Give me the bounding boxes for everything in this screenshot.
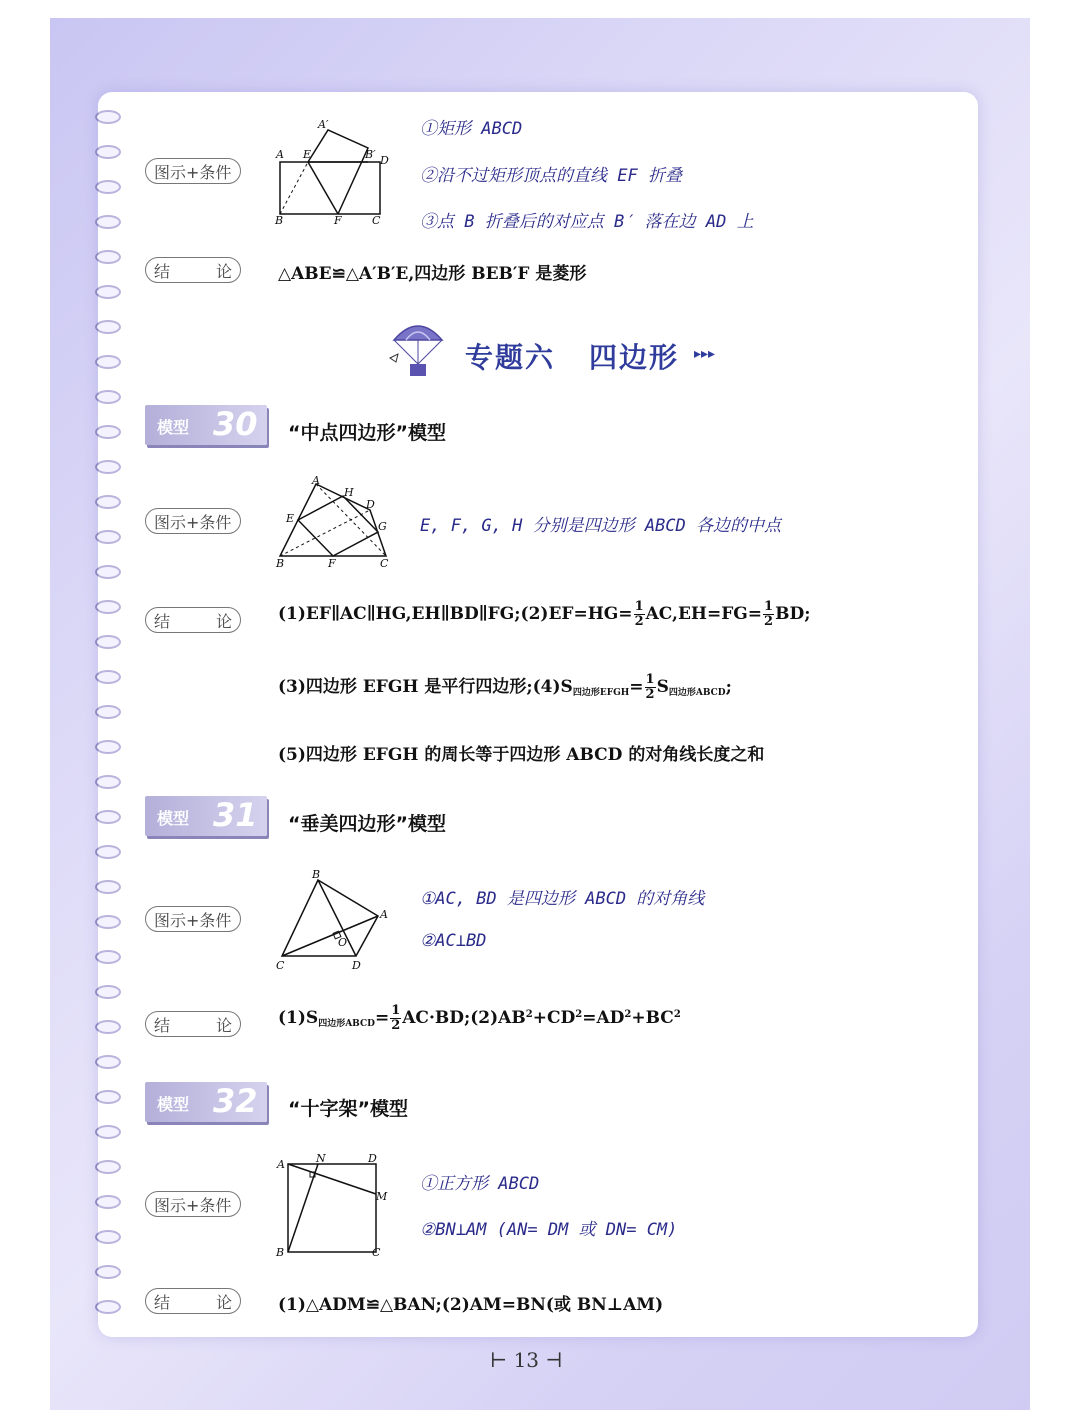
svg-text:A: A: [277, 1158, 285, 1171]
conclusion-pill: 结 论: [145, 1011, 241, 1037]
binding-ring: [95, 1090, 121, 1104]
svg-text:D: D: [368, 1152, 377, 1165]
label-b-prime: B′: [365, 148, 376, 161]
model-32-conclusion: (1)△ADM≌△BAN;(2)AM=BN(或 BN⊥AM): [278, 1295, 664, 1315]
model-30-conclusion-2: (3)四边形 EFGH 是平行四边形$;(4)S_{四边形EFGH}=$ $\frac{1}{2}$ $S_{四边形ABCD}$;: [278, 672, 732, 702]
section-title: 专题六 四边形: [465, 341, 680, 374]
model-30-conclusion-3: (5)四边形 EFGH 的周长等于四边形 ABCD 的对角线长度之和: [278, 745, 765, 765]
svg-text:N: N: [316, 1152, 326, 1165]
binding-ring: [95, 705, 121, 719]
binding-ring: [95, 215, 121, 229]
model-31-condition-2: ②AC⊥BD: [420, 931, 487, 951]
segment-am: [288, 1164, 376, 1194]
svg-text:B: B: [312, 868, 321, 881]
model-30-title: “中点四边形”模型: [288, 422, 446, 444]
model-31-conclusion: $(1)S_{四边形ABCD}=$ $\frac{1}{2}$ $AC\cdot BD;(2)AB^2+CD^2=AD^2+BC^2$: [278, 1003, 681, 1033]
binding-ring: [95, 985, 121, 999]
binding-ring: [95, 355, 121, 369]
fold-flap: [308, 130, 368, 214]
label-b: B: [275, 214, 284, 226]
svg-text:D: D: [352, 959, 361, 972]
model-31-title: “垂美四边形”模型: [288, 813, 446, 835]
label-e: E: [303, 148, 312, 161]
dashed-be: [280, 162, 308, 214]
fold-rectangle-figure: [272, 118, 392, 226]
binding-ring: [95, 145, 121, 159]
binding-ring: [95, 565, 121, 579]
binding-ring: [95, 810, 121, 824]
binding-ring: [95, 1055, 121, 1069]
label-a-prime: A′: [318, 118, 329, 131]
spiral-binding: [95, 110, 125, 1330]
midpoint-quadrilateral-figure: [272, 476, 396, 570]
conclusion-pill: 结 论: [145, 257, 241, 283]
figure-conditions-pill: 图示+条件: [145, 508, 241, 534]
model-32-condition-2: ②BN⊥AM (AN= DM 或 DN= CM): [420, 1220, 678, 1240]
svg-text:C: C: [276, 959, 285, 972]
model-30-condition: E, F, G, H 分别是四边形 ABCD 各边的中点: [420, 516, 781, 536]
svg-text:G: G: [378, 520, 387, 533]
model-31-badge: 模型 31: [145, 796, 267, 836]
figure-conditions-pill: 图示+条件: [145, 1191, 241, 1217]
model-32-condition-1: ①正方形 ABCD: [420, 1174, 540, 1194]
binding-ring: [95, 1230, 121, 1244]
conclusion-pill: 结 论: [145, 607, 241, 633]
binding-ring: [95, 740, 121, 754]
binding-ring: [95, 1020, 121, 1034]
cross-square-figure: [272, 1150, 392, 1262]
binding-ring: [95, 320, 121, 334]
binding-ring: [95, 1160, 121, 1174]
svg-text:B: B: [276, 1246, 285, 1259]
svg-text:H: H: [344, 486, 354, 499]
binding-ring: [95, 950, 121, 964]
binding-ring: [95, 285, 121, 299]
fold-condition-3: ③点 B 折叠后的对应点 B′ 落在边 AD 上: [420, 212, 754, 232]
label-d: D: [380, 154, 389, 167]
binding-ring: [95, 390, 121, 404]
svg-text:A: A: [380, 908, 388, 921]
svg-text:E: E: [286, 512, 295, 525]
model-32-title: “十字架”模型: [288, 1098, 408, 1120]
binding-ring: [95, 670, 121, 684]
chevron-icon: ▸▸▸: [694, 346, 716, 362]
model-31-condition-1: ①AC, BD 是四边形 ABCD 的对角线: [420, 889, 705, 909]
binding-ring: [95, 915, 121, 929]
square-abcd: [288, 1164, 376, 1252]
label-f: F: [334, 214, 342, 226]
label-a: A: [276, 148, 284, 161]
svg-text:C: C: [380, 557, 389, 570]
binding-ring: [95, 1195, 121, 1209]
binding-ring: [95, 495, 121, 509]
svg-text:B: B: [276, 557, 285, 570]
model-32-badge: 模型 32: [145, 1082, 267, 1122]
svg-text:A: A: [312, 476, 320, 487]
label-c: C: [372, 214, 381, 226]
diagonal-ac: [282, 916, 378, 956]
binding-ring: [95, 110, 121, 124]
binding-ring: [95, 180, 121, 194]
page-number: ⊢ 13 ⊣: [490, 1348, 563, 1372]
conclusion-pill: 结 论: [145, 1288, 241, 1314]
svg-text:M: M: [376, 1190, 388, 1203]
binding-ring: [95, 1265, 121, 1279]
fold-line-ef: [308, 162, 338, 214]
quadrilateral-abcd: [280, 484, 386, 556]
fold-condition-2: ②沿不过矩形顶点的直线 EF 折叠: [420, 166, 682, 186]
binding-ring: [95, 880, 121, 894]
fold-condition-1: ①矩形 ABCD: [420, 119, 523, 139]
rectangle-abcd: [280, 162, 380, 214]
perpendicular-diagonals-figure: [272, 866, 396, 976]
model-30-badge: 模型 30: [145, 405, 267, 445]
parachute-icon: [388, 318, 448, 380]
binding-ring: [95, 845, 121, 859]
figure-conditions-pill: 图示+条件: [145, 906, 241, 932]
model-30-conclusion-1: (1)EF∥AC∥HG,EH∥BD∥FG;(2)EF=HG= $\frac{1}{2}$ AC,EH=FG= $\frac{1}{2}$ BD;: [278, 599, 811, 629]
svg-text:F: F: [328, 557, 336, 570]
svg-text:D: D: [366, 498, 375, 511]
figure-conditions-pill: 图示+条件: [145, 158, 241, 184]
fold-conclusion: △ABE≌△A′B′E,四边形 BEB′F 是菱形: [278, 264, 587, 284]
binding-ring: [95, 460, 121, 474]
quadrilateral-abcd: [282, 880, 378, 956]
binding-ring: [95, 1125, 121, 1139]
binding-ring: [95, 1300, 121, 1314]
svg-text:O: O: [338, 936, 348, 949]
binding-ring: [95, 530, 121, 544]
binding-ring: [95, 635, 121, 649]
binding-ring: [95, 425, 121, 439]
binding-ring: [95, 775, 121, 789]
binding-ring: [95, 600, 121, 614]
binding-ring: [95, 250, 121, 264]
svg-text:C: C: [372, 1246, 381, 1259]
